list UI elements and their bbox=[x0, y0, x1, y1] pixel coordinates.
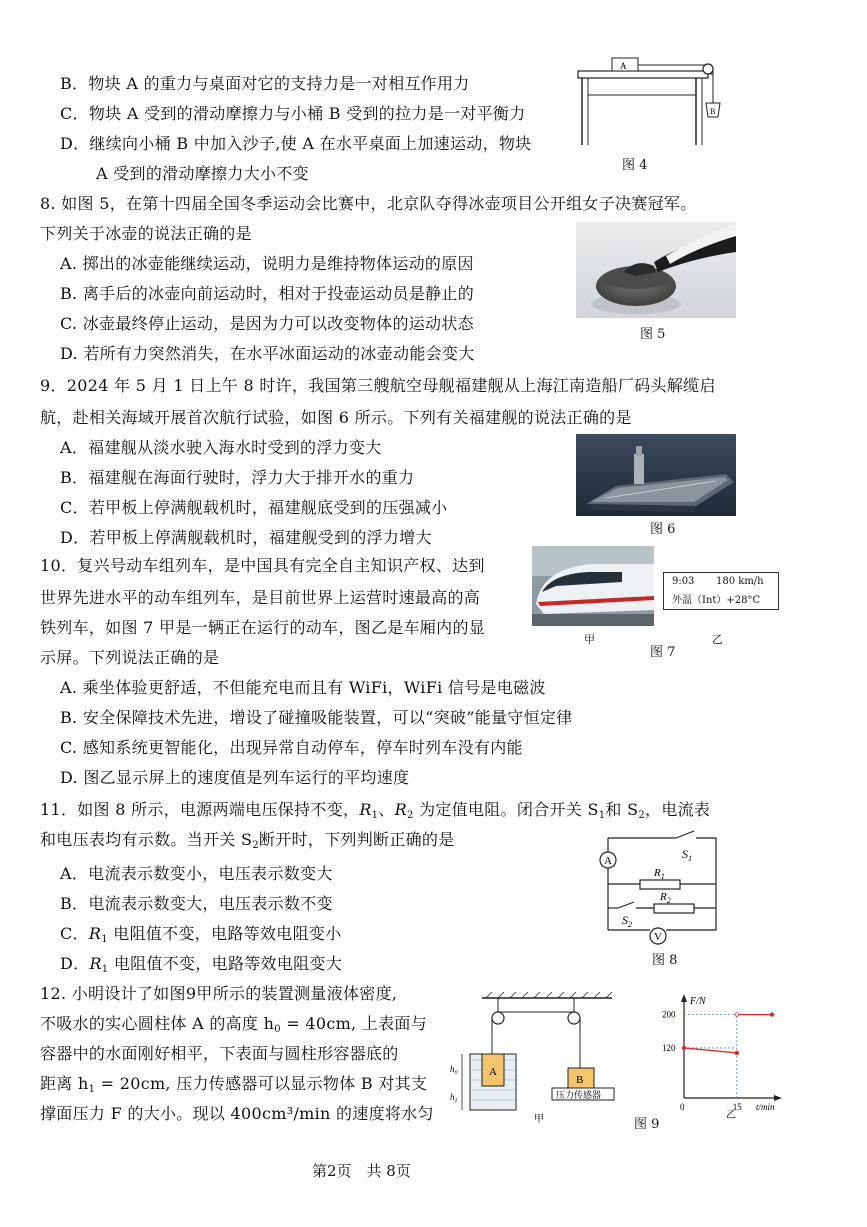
q9-stem-line1: 9．2024 年 5 月 1 日上午 8 时许，我国第三艘航空母舰福建舰从上海江南造船厂码头解缆启 bbox=[40, 376, 716, 395]
q9-option-b: B．福建舰在海面行驶时，浮力大于排开水的重力 bbox=[60, 468, 415, 487]
svg-text:S1: $S_1$ bbox=[682, 847, 692, 863]
svg-text:甲: 甲 bbox=[534, 1114, 544, 1125]
q8-stem-line2: 下列关于冰壶的说法正确的是 bbox=[40, 224, 252, 243]
q11-option-c: C．$R_1$ 电阻值不变，电路等效电阻变小 bbox=[60, 924, 342, 945]
q7-option-b: B．物块 A 的重力与桌面对它的支持力是一对相互作用力 bbox=[60, 74, 470, 93]
figure-7-caption: 图 7 bbox=[650, 645, 676, 660]
figure-5-curling-photo bbox=[576, 222, 736, 318]
figure-5-caption: 图 5 bbox=[640, 327, 666, 342]
q10-stem-line3: 铁列车，如图 7 甲是一辆正在运行的动车，图乙是车厢内的显 bbox=[40, 618, 486, 637]
svg-text:V: V bbox=[654, 931, 662, 943]
q10-stem-line2: 世界先进水平的动车组列车，是目前世界上运营时速最高的高 bbox=[40, 588, 481, 607]
q7-option-c: C．物块 A 受到的滑动摩擦力与小桶 B 受到的拉力是一对平衡力 bbox=[60, 104, 526, 123]
q8-option-c: C. 冰壶最终停止运动，是因为力可以改变物体的运动状态 bbox=[60, 314, 474, 333]
svg-text:h0: $h_0$ bbox=[450, 1064, 458, 1076]
svg-text:A: A bbox=[489, 1066, 497, 1078]
q10-stem-line1: 10．复兴号动车组列车，是中国具有完全自主知识产权、达到 bbox=[40, 556, 485, 575]
svg-text:压力传感器: 压力传感器 bbox=[556, 1090, 602, 1100]
display-outside-temp: 外温（Int）+28°C bbox=[672, 595, 761, 606]
figure-6-carrier-photo bbox=[576, 434, 736, 516]
svg-text:R1: $R_1$ bbox=[654, 867, 665, 881]
figure-9-caption: 图 9 bbox=[634, 1117, 660, 1132]
q10-option-c: C. 感知系统更智能化，出现异常自动停车，停车时列车没有内能 bbox=[60, 738, 523, 757]
q9-stem-line2: 航，赴相关海域开展首次航行试验，如图 6 所示。下列有关福建舰的说法正确的是 bbox=[40, 408, 632, 427]
chart-point bbox=[682, 1046, 686, 1050]
chart-point bbox=[770, 1013, 774, 1017]
figure-9-label-yi: 乙 bbox=[726, 1110, 736, 1121]
q9-option-d: D．若甲板上停满舰载机时，福建舰受到的浮力增大 bbox=[60, 528, 432, 547]
q8-option-b: B. 离手后的冰壶向前运动时，相对于投壶运动员是静止的 bbox=[60, 284, 475, 303]
figure-7-label-yi: 乙 bbox=[712, 633, 723, 646]
figure-4-caption: 图 4 bbox=[622, 158, 648, 173]
q7-option-d-line1: D．继续向小桶 B 中加入沙子,使 A 在水平桌面上加速运动，物块 bbox=[60, 134, 532, 153]
svg-text:B: B bbox=[576, 1074, 584, 1086]
q8-option-d: D. 若所有力突然消失，在水平冰面运动的冰壶动能会变大 bbox=[60, 344, 475, 363]
resistor-r2-icon bbox=[654, 904, 694, 913]
q8-option-a: A. 掷出的冰壶能继续运动，说明力是维持物体运动的原因 bbox=[60, 254, 474, 273]
q12-stem-line4: 距离 $h_1 = 20cm$, 压力传感器可以显示物体 B 对其支 bbox=[40, 1074, 428, 1095]
figure-4-block-label: A bbox=[620, 61, 627, 71]
chart-y-tick-label: 200 bbox=[662, 1009, 676, 1020]
q9-option-c: C．若甲板上停满舰载机时，福建舰底受到的压强减小 bbox=[60, 498, 448, 517]
chart-x-tick-label: 0 bbox=[680, 1102, 685, 1112]
q8-stem-line1: 8. 如图 5，在第十四届全国冬季运动会比赛中，北京队夺得冰壶项目公开组女子决赛冠军。 bbox=[40, 194, 697, 213]
svg-text:S2: $S_2$ bbox=[622, 913, 632, 929]
chart-series-line bbox=[684, 1048, 737, 1053]
q11-option-a: A．电流表示数变小，电压表示数变大 bbox=[60, 864, 333, 883]
figure-4-table-pulley bbox=[572, 55, 742, 155]
figure-6-caption: 图 6 bbox=[650, 522, 676, 537]
svg-text:h1: $h_1$ bbox=[450, 1092, 458, 1104]
q9-option-a: A．福建舰从淡水驶入海水时受到的浮力变大 bbox=[60, 438, 382, 457]
q12-stem-line2: 不吸水的实心圆柱体 A 的高度 $h_0 = 40cm$, 上表面与 bbox=[40, 1014, 428, 1035]
figure-7-train-photo bbox=[532, 546, 654, 626]
q10-option-b: B. 安全保障技术先进，增设了碰撞吸能装置，可以“突破”能量守恒定律 bbox=[60, 708, 573, 727]
q11-stem-line1: 11．如图 8 所示，电源两端电压保持不变，$R_1$、$R_2$ 为定值电阻。闭合开关 $S_1$和 $S_2$，电流表 bbox=[40, 800, 711, 821]
q12-stem-line3: 容器中的水面刚好相平，下表面与圆柱形容器底的 bbox=[40, 1044, 399, 1063]
figure-7-train-display bbox=[663, 572, 779, 610]
page-footer: 第2页 共 8页 bbox=[312, 1162, 411, 1180]
display-time: 9:03 bbox=[672, 576, 695, 587]
chart-xlabel: t/min bbox=[756, 1102, 775, 1112]
figure-7-label-jia: 甲 bbox=[584, 633, 595, 646]
q10-option-d: D. 图乙显示屏上的速度值是列车运行的平均速度 bbox=[60, 768, 410, 787]
chart-point bbox=[735, 1013, 739, 1017]
q11-option-b: B．电流表示数变大，电压表示数不变 bbox=[60, 894, 333, 913]
figure-8-caption: 图 8 bbox=[652, 953, 678, 968]
chart-ylabel: F/N bbox=[690, 996, 706, 1007]
resistor-r1-icon bbox=[640, 880, 680, 889]
q11-stem-line2: 和电压表均有示数。当开关 $S_2$断开时，下列判断正确的是 bbox=[40, 830, 455, 851]
q11-option-d: D．$R_1$ 电阻值不变，电路等效电阻变大 bbox=[60, 954, 343, 975]
svg-text:A: A bbox=[604, 855, 612, 867]
q7-option-d-line2: A 受到的滑动摩擦力大小不变 bbox=[96, 164, 309, 183]
q10-option-a: A. 乘坐体验更舒适，不但能充电而且有 WiFi，WiFi 信号是电磁波 bbox=[60, 678, 546, 697]
chart-x-tick-label: 15 bbox=[732, 1102, 742, 1112]
figure-9-chart bbox=[660, 990, 790, 1122]
q12-stem-line5: 撑面压力 F 的大小。现以 400cm³/min 的速度将水匀 bbox=[40, 1104, 434, 1123]
display-speed: 180 km/h bbox=[716, 576, 764, 587]
chart-point bbox=[735, 1051, 739, 1055]
chart-y-tick-label: 120 bbox=[662, 1042, 676, 1053]
q12-stem-line1: 12. 小明设计了如图9甲所示的装置测量液体密度, bbox=[40, 984, 398, 1003]
figure-9-apparatus bbox=[448, 990, 628, 1126]
figure-8-circuit bbox=[590, 828, 730, 950]
svg-text:R2: $R_2$ bbox=[660, 891, 671, 905]
figure-4-bucket-label: B bbox=[710, 107, 716, 116]
q10-stem-line4: 示屏。下列说法正确的是 bbox=[40, 648, 220, 667]
